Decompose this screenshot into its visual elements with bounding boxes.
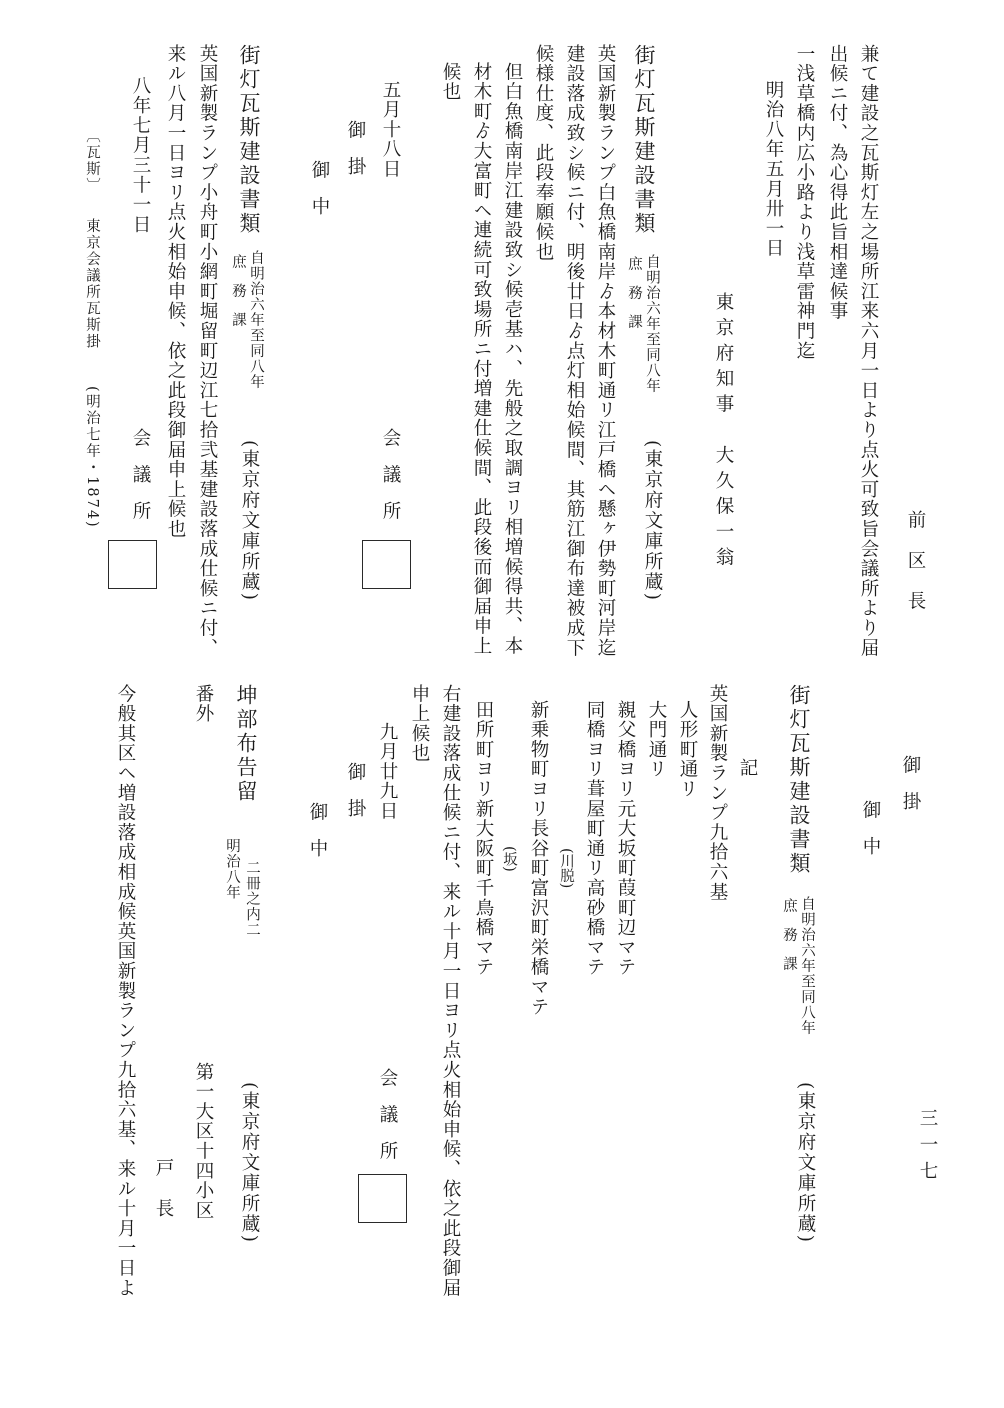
doc4-sender: 会議所: [377, 1068, 398, 1178]
doc4-note-kawa: (川脱): [558, 848, 574, 889]
doc3-seal-box: [108, 540, 157, 589]
doc2-archive: (東京府文庫所蔵): [642, 440, 663, 602]
doc2-body-2: 建設落成致シ候ニ付、明後廿日ゟ点灯相始候間、其筋江御布達被成下: [564, 44, 585, 658]
doc5-district: 第一大区十四小区: [193, 1062, 214, 1221]
doc3-meta-years: 自明治六年至同八年: [248, 250, 264, 390]
doc5-body: 今般其区ヘ増設落成相成候英国新製ランプ九拾六基、来ル十月一日よ: [115, 684, 136, 1298]
doc5-title: 坤部布告留: [234, 684, 258, 804]
doc3-title: 街灯瓦斯建設書類: [237, 44, 261, 236]
doc2-body-3: 候様仕度、此段奉願候也: [533, 44, 554, 262]
doc2-body-5: 材木町ゟ大富町ヘ連続可致場所ニ付増建仕候間、此段後而御届申上: [471, 62, 492, 656]
doc4-body-2: 申上候也: [409, 684, 430, 764]
doc4-date: 九月廿九日: [377, 722, 398, 821]
doc4-to-honorific-2: 御中: [307, 802, 328, 875]
doc3-sender: 会議所: [130, 428, 151, 538]
doc5-role: 戸長: [153, 1158, 174, 1239]
notice-addressee: 前区長: [905, 510, 926, 632]
doc4-item-1: 人形町通リ: [677, 700, 698, 799]
doc2-meta-dept: 庶 務 課: [626, 256, 642, 329]
doc4-to-office: 御掛: [900, 755, 921, 828]
footer-source: 東京会議所瓦斯掛: [84, 218, 100, 350]
doc4-archive: (東京府文庫所蔵): [795, 1082, 816, 1244]
doc2-to-office: 御掛: [345, 120, 366, 193]
doc5-meta-volumes: 二冊之内二: [244, 860, 260, 938]
doc4-ki: 記: [737, 758, 758, 778]
doc4-item-4: 同橋ヨリ葺屋町通リ高砂橋マテ: [584, 700, 605, 978]
doc4-seal-box: [358, 1174, 407, 1223]
doc3-archive: (東京府文庫所蔵): [239, 440, 260, 602]
doc5-archive: (東京府文庫所蔵): [239, 1082, 260, 1244]
doc4-meta-years: 自明治六年至同八年: [799, 896, 815, 1036]
doc2-body-4: 但白魚橋南岸江建設致シ候壱基ハ、先般之取調ヨリ相増候得共、本: [502, 62, 523, 656]
doc2-meta-years: 自明治六年至同八年: [644, 254, 660, 394]
notice-line-2: 出候ニ付、為心得此旨相達候事: [827, 44, 848, 322]
doc4-item-2: 大門通リ: [646, 700, 667, 780]
notice-line-3: 一浅草橋内広小路より浅草雷神門迄: [794, 44, 815, 361]
doc2-to-honorific: 御中: [309, 160, 330, 233]
doc2-date: 五月十八日: [380, 80, 401, 179]
doc3-meta-dept: 庶 務 課: [230, 254, 246, 327]
page-number: 三一七: [917, 1108, 938, 1188]
doc4-note-saka: (坂): [501, 846, 517, 872]
doc4-item-5: 新乗物町ヨリ長谷町富沢町栄橋マテ: [528, 700, 549, 1017]
doc4-to-honorific: 御中: [860, 800, 881, 873]
doc5-number: 番外: [193, 684, 214, 724]
doc4-body-1: 右建設落成仕候ニ付、来ル十月一日ヨリ点火相始申候、依之此段御届: [440, 684, 461, 1298]
notice-signer: 東京府知事 大久保一翁: [713, 292, 734, 573]
doc2-sender: 会議所: [380, 428, 401, 538]
doc4-item-6: 田所町ヨリ新大阪町千鳥橋マテ: [473, 700, 494, 978]
doc3-body-1: 英国新製ランプ小舟町小網町堀留町辺江七拾弐基建設落成仕候ニ付、: [197, 44, 218, 658]
doc4-to-office-2: 御掛: [345, 762, 366, 835]
doc5-meta-year: 明治八年: [224, 838, 240, 900]
notice-line-1: 兼て建設之瓦斯灯左之場所江来六月一日より点火可致旨会議所より届: [858, 44, 879, 658]
doc3-date: 八年七月三十一日: [130, 76, 151, 235]
doc2-body-6: 候也: [440, 62, 461, 102]
doc4-item-3: 親父橋ヨリ元大坂町葭町辺マテ: [615, 700, 636, 978]
doc4-title: 街灯瓦斯建設書類: [787, 684, 811, 876]
doc2-body-1: 英国新製ランプ白魚橋南岸ゟ本材木町通リ江戸橋ヘ懸ヶ伊勢町河岸迄: [595, 44, 616, 658]
doc4-heading: 英国新製ランプ九拾六基: [707, 684, 728, 902]
notice-date: 明治八年五月卅一日: [763, 80, 784, 259]
doc2-seal-box: [362, 540, 411, 589]
doc3-body-2: 来ル八月一日ヨリ点火相始申候、依之此段御届申上候也: [165, 44, 186, 539]
footer-category: 〔瓦斯〕: [84, 128, 100, 194]
doc4-meta-dept: 庶 務 課: [781, 898, 797, 971]
footer-date: (明治七年・1874): [84, 386, 100, 529]
doc2-title: 街灯瓦斯建設書類: [632, 44, 656, 236]
